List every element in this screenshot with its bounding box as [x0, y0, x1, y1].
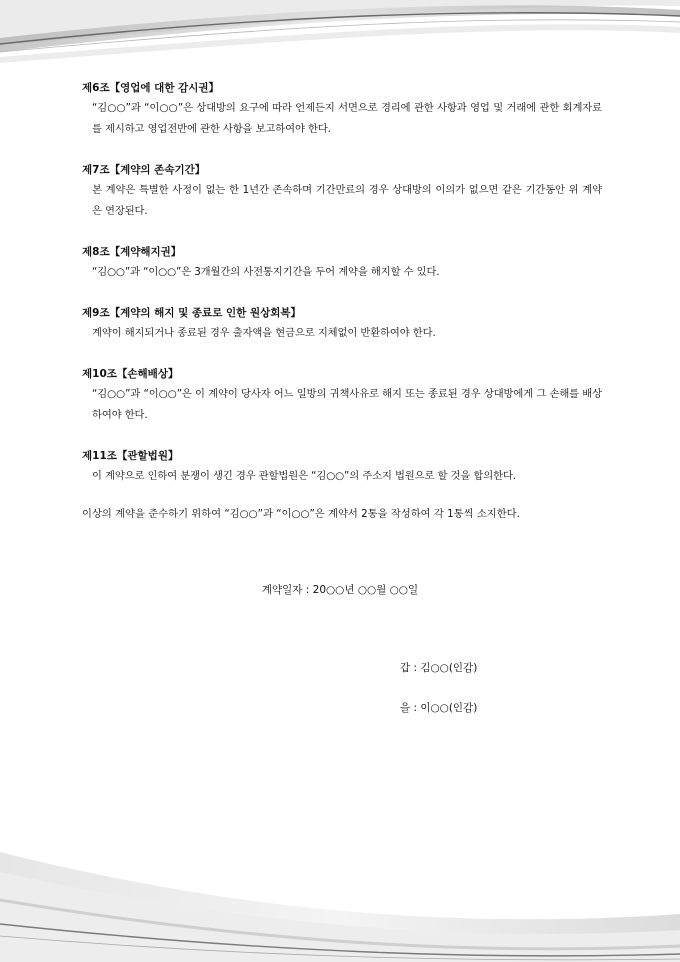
article-body: “김○○”과 “이○○”은 상대방의 요구에 따라 언제든지 서면으로 경리에 관한 사항과 영업 및 거래에 관한 회계자료를 제시하고 영업전반에 관한 사항을 보고하여야 한다.	[92, 102, 602, 135]
article-body: “김○○”과 “이○○”은 3개월간의 사전통지기간을 두어 계약을 해지할 수 있다.	[92, 266, 440, 278]
article-title: 제9조【계약의 해지 및 종료로 인한 원상회복】	[82, 307, 302, 319]
signer-party-a: 갑 : 김○○(인감)	[400, 662, 478, 674]
article-body: 계약이 해지되거나 종료된 경우 출자액을 현금으로 지체없이 반환하여야 한다.	[92, 327, 436, 339]
article-title: 제11조【관할법원】	[82, 450, 179, 462]
article-body: 본 계약은 특별한 사정이 없는 한 1년간 존속하며 기간만료의 경우 상대방의 이의가 없으면 같은 기간동안 위 계약은 연장된다.	[92, 184, 602, 217]
article-9	[82, 303, 602, 344]
article-8	[82, 242, 602, 283]
article-title: 제6조【영업에 대한 감시권】	[82, 82, 220, 94]
closing-statement: 이상의 계약을 준수하기 위하여 “김○○”과 “이○○”은 계약서 2통을 작성하여 각 1통씩 소지한다.	[82, 508, 520, 520]
article-10	[82, 364, 602, 426]
bottom-swoosh-decoration	[0, 842, 680, 962]
article-7	[82, 160, 602, 222]
article-title: 제8조【계약해지권】	[82, 246, 182, 258]
contract-articles	[82, 78, 602, 507]
article-6	[82, 78, 602, 140]
article-body: “김○○”과 “이○○”은 이 계약이 당사자 어느 일방의 귀책사유로 해지 또는 종료된 경우 상대방에게 그 손해를 배상하여야 한다.	[92, 388, 602, 421]
top-swoosh-decoration	[0, 0, 680, 80]
signer-party-b: 을 : 이○○(인감)	[400, 702, 478, 714]
article-title: 제10조【손해배상】	[82, 368, 179, 380]
article-body: 이 계약으로 인하여 분쟁이 생긴 경우 관할법원은 “김○○”의 주소지 법원으로 할 것을 합의한다.	[92, 470, 516, 482]
contract-date: 계약일자 : 20○○년 ○○월 ○○일	[261, 584, 419, 596]
article-11	[82, 446, 602, 487]
article-title: 제7조【계약의 존속기간】	[82, 164, 206, 176]
